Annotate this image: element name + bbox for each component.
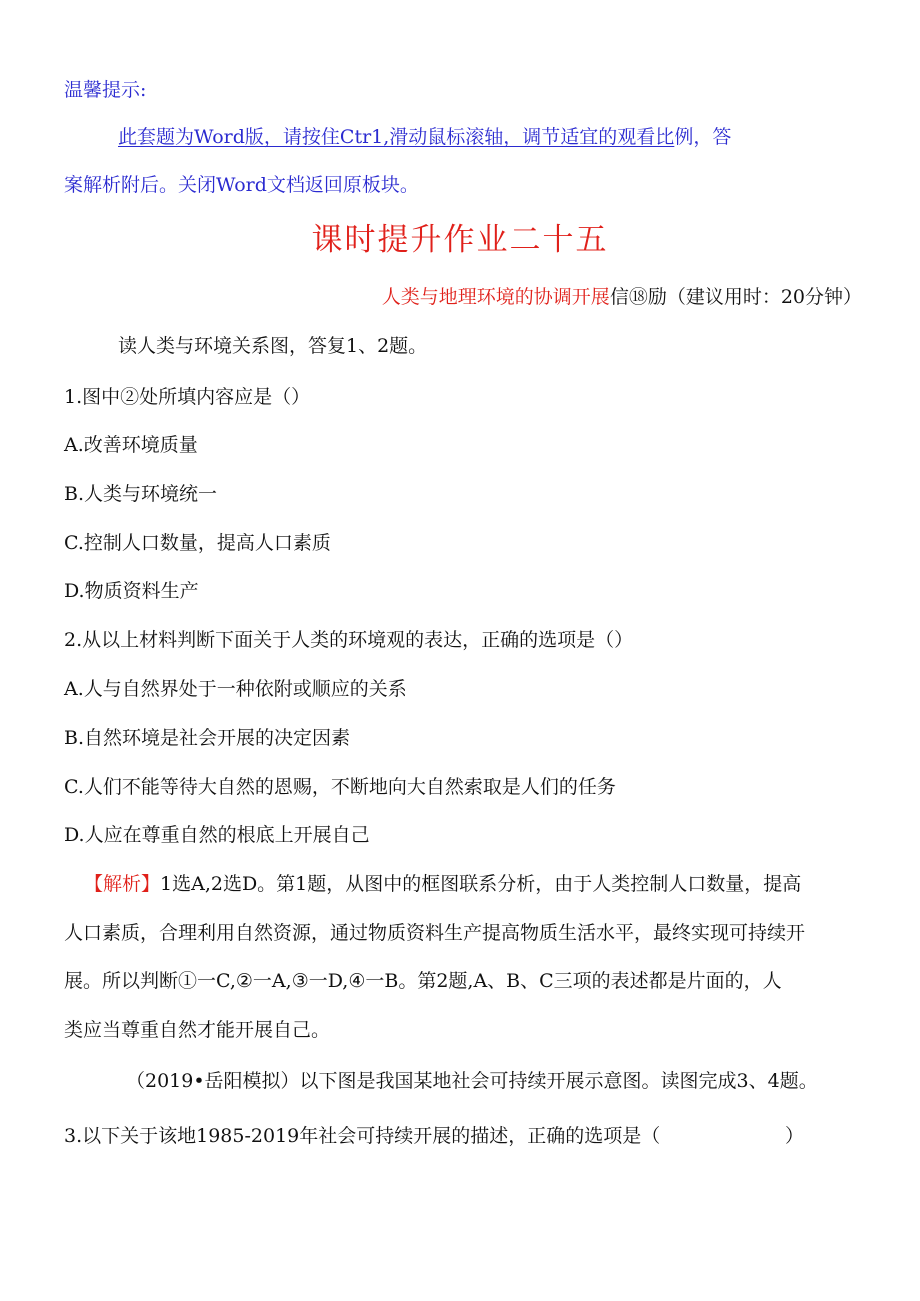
tip-line-1-rest: 例，答 xyxy=(674,126,732,148)
q2-option-c: C.人们不能等待大自然的恩赐，不断地向大自然索取是人们的任务 xyxy=(64,776,616,798)
q2-stem: 2.从以上材料判断下面关于人类的环境观的表达，正确的选项是（） xyxy=(64,629,634,651)
analysis-label: 【解析】 xyxy=(84,873,161,895)
tip-heading: 温馨提示: xyxy=(64,79,147,101)
q2-option-a: A.人与自然界处于一种依附或顺应的关系 xyxy=(64,678,407,700)
q2-option-d: D.人应在尊重自然的根底上开展自己 xyxy=(64,824,370,846)
analysis-line-4: 类应当尊重自然才能开展自己。 xyxy=(64,1019,331,1041)
q3-stem: 3.以下关于该地1985-2019年社会可持续开展的描述，正确的选项是（ xyxy=(64,1125,661,1147)
q1-option-a: A.改善环境质量 xyxy=(64,434,198,456)
subtitle-time: 信⑱励（建议用时：20分钟） xyxy=(609,286,862,308)
subtitle-topic: 人类与地理环境的协调开展 xyxy=(381,286,610,308)
tip-line-2: 案解析附后。关闭Word文档返回原板块。 xyxy=(64,174,419,196)
intro-1: 读人类与环境关系图，答复1、2题。 xyxy=(118,335,428,357)
q3-close-paren: ） xyxy=(785,1125,805,1147)
analysis-line-2: 人口素质，合理利用自然资源，通过物质资料生产提高物质生活水平，最终实现可持续开 xyxy=(64,922,806,944)
intro-2: （2019•岳阳模拟）以下图是我国某地社会可持续开展示意图。读图完成3、4题。 xyxy=(126,1070,818,1092)
q1-option-c: C.控制人口数量，提高人口素质 xyxy=(64,532,331,554)
analysis-line-3: 展。所以判断①一C,②一A,③一D,④一B。第2题,A、B、C三项的表述都是片面的，人 xyxy=(64,970,782,992)
analysis-text-1: 1选A,2选D。第1题，从图中的框图联系分析，由于人类控制人口数量，提高 xyxy=(160,873,802,895)
q1-option-b: B.人类与环境统一 xyxy=(64,483,218,505)
subtitle xyxy=(382,285,862,309)
page-title: 课时提升作业二十五 xyxy=(311,222,609,258)
tip-line-1 xyxy=(118,125,858,149)
q1-option-d: D.物质资料生产 xyxy=(64,580,199,602)
tip-line-1-underlined: 此套题为Word版，请按住Ctr1,滑动鼠标滚轴，调节适宜的观看比 xyxy=(118,126,675,148)
q1-stem: 1.图中②处所填内容应是（） xyxy=(64,386,311,408)
q2-option-b: B.自然环境是社会开展的决定因素 xyxy=(64,727,351,749)
analysis-line-1 xyxy=(84,872,801,896)
